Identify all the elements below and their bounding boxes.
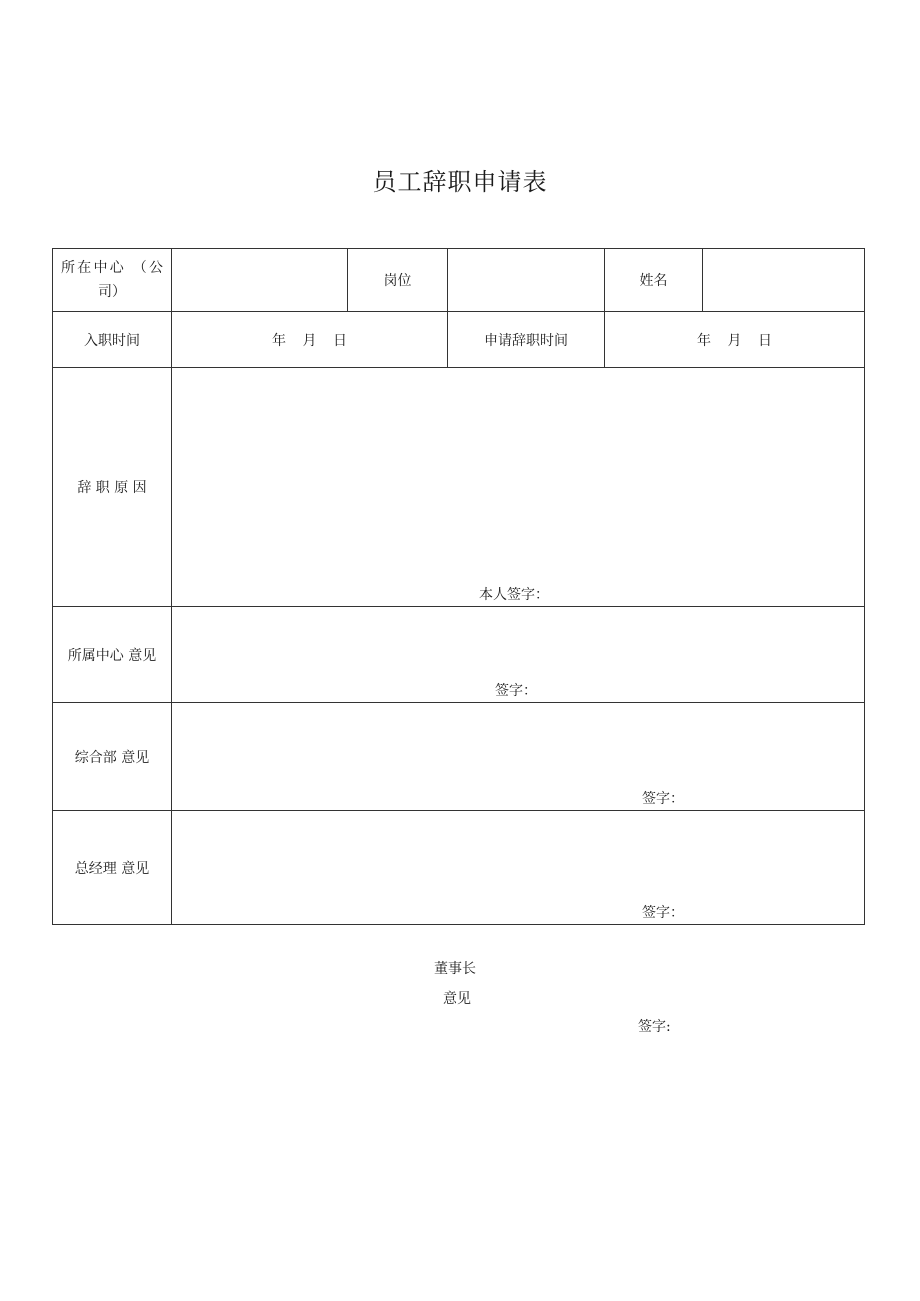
department-field[interactable] (172, 249, 348, 312)
name-label: 姓名 (605, 249, 703, 312)
form-row-basic-info (53, 249, 865, 312)
apply-date-field[interactable]: 年 月 日 (605, 312, 865, 368)
chairman-label-line2: 意见 (443, 991, 471, 1007)
admin-opinion-label: 综合部 意见 (53, 703, 172, 811)
gm-opinion-field[interactable] (172, 811, 865, 925)
page-title: 员工辞职申请表 (372, 168, 548, 196)
form-row-center-opinion (53, 607, 865, 703)
reason-label-text: 辞 职 原 因 (77, 480, 147, 496)
department-label-cell (53, 249, 172, 312)
center-opinion-label: 所属中心 意见 (53, 607, 172, 703)
form-row-gm-opinion (53, 811, 865, 925)
form-row-reason (53, 368, 865, 607)
department-label: 所在中心 （公司） (61, 260, 163, 300)
chairman-signature-label: 签字: (638, 1019, 671, 1035)
position-field[interactable] (448, 249, 605, 312)
gm-opinion-label: 总经理 意见 (53, 811, 172, 925)
position-label: 岗位 (348, 249, 448, 312)
chairman-label-line1: 董事长 (434, 961, 476, 977)
form-row-dates (53, 312, 865, 368)
form-row-admin-opinion (53, 703, 865, 811)
name-field[interactable] (703, 249, 865, 312)
join-date-label: 入职时间 (53, 312, 172, 368)
reason-field[interactable] (172, 368, 865, 607)
resignation-form-table (52, 248, 865, 925)
gm-opinion-signature-label: 签字： (642, 905, 684, 921)
center-opinion-signature-label: 签字： (495, 683, 537, 699)
reason-signature-label: 本人签字： (479, 587, 549, 603)
join-date-field[interactable]: 年 月 日 (172, 312, 448, 368)
center-opinion-field[interactable] (172, 607, 865, 703)
apply-date-label: 申请辞职时间 (448, 312, 605, 368)
reason-label (53, 368, 172, 607)
admin-opinion-field[interactable] (172, 703, 865, 811)
admin-opinion-signature-label: 签字： (642, 791, 684, 807)
